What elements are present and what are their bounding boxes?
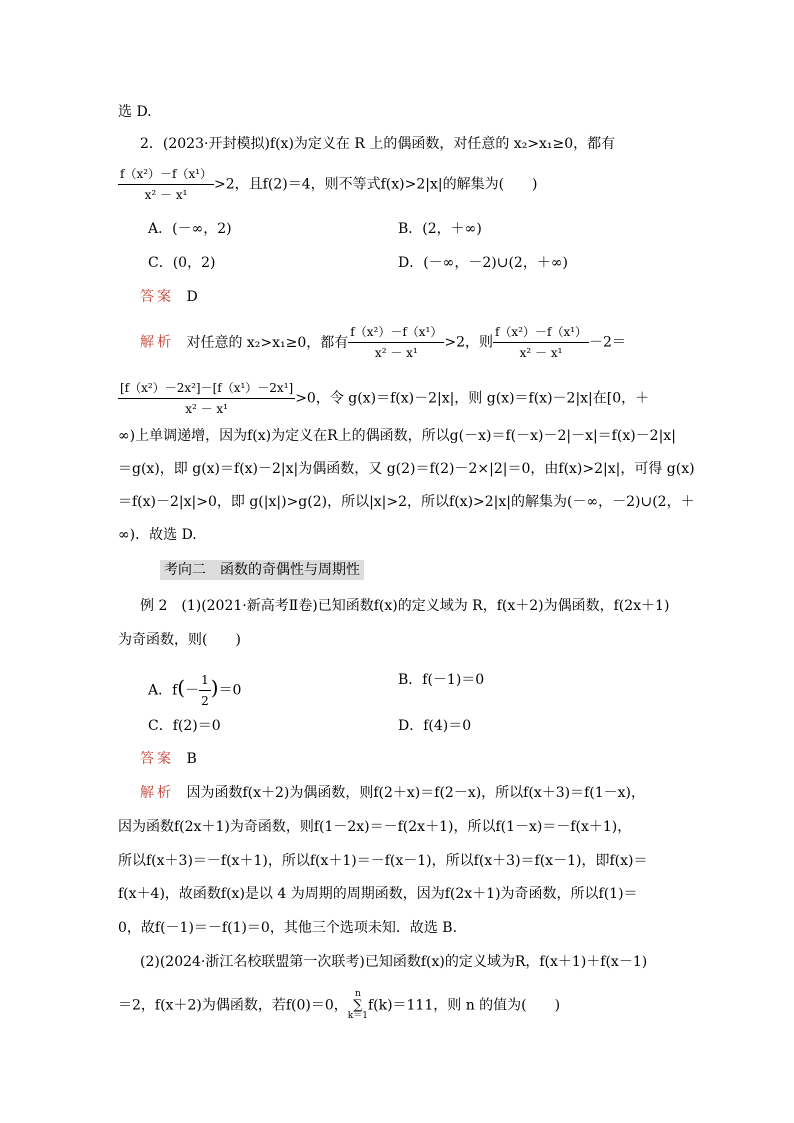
fraction: $\frac{\text{f（x²）－f（x¹）}}{\text{x² － x¹}}$ [118,164,214,205]
solution-line-1: 解析 对任意的 x₂>x₁≥0，都有 $\frac{\text{f（x²）－f（x¹）}}{\text{x² － x¹}}$ >2，则 $\frac{\text{f（x²）－f（x¹）}}{\text{x² － x¹}}$ －2＝ [140,322,626,363]
problem-2-condition: $\frac{\text{f（x²）－f（x¹）}}{\text{x² － x¹}}$ >2，且f(2)＝4，则不等式f(x)>2|x|的解集为( ) [118,164,538,205]
fraction: $\frac{1}{2}$ [199,670,211,711]
answer-label: 答案 [140,289,174,305]
answer-line [140,287,198,307]
solution-line-5: ＝f(x)－2|x|>0，即 g(|x|)>g(2)，所以|x|>2，所以f(x)>2|x|的解集为(－∞，－2)∪(2，＋ [118,494,695,510]
option-a: A．f(－ $\frac{1}{2}$ )＝0 [148,670,241,711]
fraction: $\frac{\text{f（x²）－f（x¹）}}{\text{x² － x¹}}$ [348,322,444,363]
option-a: A．(－∞，2) [148,221,232,237]
solution-line-3: 所以f(x＋3)＝－f(x＋1)，所以f(x＋1)＝－f(x－1)，所以f(x＋3)＝f(x－1)，即f(x)＝ [118,853,648,869]
solution-line-4: ＝g(x)，即 g(x)＝f(x)－2|x|为偶函数，又 g(2)＝f(2)－2×|2|＝0，由f(x)>2|x|，可得 g(x) [118,461,695,477]
answer-label: 答案 [140,751,174,767]
solution-label: 解析 [140,334,174,351]
solution-label: 解析 [140,785,174,801]
solution-line-1: 解析 因为函数f(x＋2)为偶函数，则f(2＋x)＝f(2－x)，所以f(x＋3)＝f(1－x)， [140,785,645,801]
example-2-part-2: (2)(2024·浙江名校联盟第一次联考)已知函数f(x)的定义域为R，f(x＋1)＋f(x－1) [140,954,648,970]
option-d: D．(－∞，－2)∪(2，＋∞) [398,255,568,271]
solution-line-4: f(x＋4)，故函数f(x)是以 4 为周期的周期函数，因为f(2x＋1)为奇函数，所以f(1)＝ [118,886,638,902]
answer-line [140,749,197,769]
solution-line-5: 0，故f(－1)＝－f(1)＝0，其他三个选项未知．故选 B. [118,920,458,936]
solution-line-3: ∞)上单调递增，因为f(x)为定义在R上的偶函数，所以g(－x)＝f(－x)－2|－x|＝f(x)－2|x| [118,428,676,444]
answer-value: D [186,289,198,305]
solution-line-2: $\frac{\text{[f（x²）－2x²]－[f（x¹）－2x¹]}}{\text{x² － x¹}}$ >0，令 g(x)＝f(x)－2|x|，则 g(x)＝f(x)－2|x|在[0，＋ [118,378,649,419]
problem-2-stem: 2．(2023·开封模拟)f(x)为定义在 R 上的偶函数，对任意的 x₂>x₁≥0，都有 [140,136,616,152]
option-d: D．f(4)＝0 [398,718,472,734]
sum-symbol: n ∑ k＝1 [347,989,368,1021]
option-c: C．(0，2) [148,255,216,271]
fraction: $\frac{\text{f（x²）－f（x¹）}}{\text{x² － x¹}}$ [493,322,589,363]
text-line: 选 D. [118,104,152,120]
option-b: B．(2，＋∞) [398,221,482,237]
option-c: C．f(2)＝0 [148,718,221,734]
section-title: 考向二 函数的奇偶性与周期性 [160,560,364,580]
example-2-part-2-line-2: ＝2，f(x＋2)为偶函数，若f(0)＝0， n ∑ k＝1 f(k)＝111，则 n 的值为( ) [118,989,561,1021]
option-b: B．f(－1)＝0 [398,672,485,688]
answer-value: B [186,751,197,767]
solution-line-6: ∞)．故选 D. [118,527,197,543]
example-2-stem: 例 2 (1)(2021·新高考Ⅱ卷)已知函数f(x)的定义域为 R，f(x＋2)为偶函数，f(2x＋1) [140,598,670,614]
fraction: $\frac{\text{[f（x²）－2x²]－[f（x¹）－2x¹]}}{\text{x² － x¹}}$ [118,378,295,419]
example-2-stem-2: 为奇函数，则( ) [118,632,241,648]
solution-line-2: 因为函数f(2x＋1)为奇函数，则f(1－2x)＝－f(2x＋1)，所以f(1－x)＝－f(x＋1)， [118,819,632,835]
